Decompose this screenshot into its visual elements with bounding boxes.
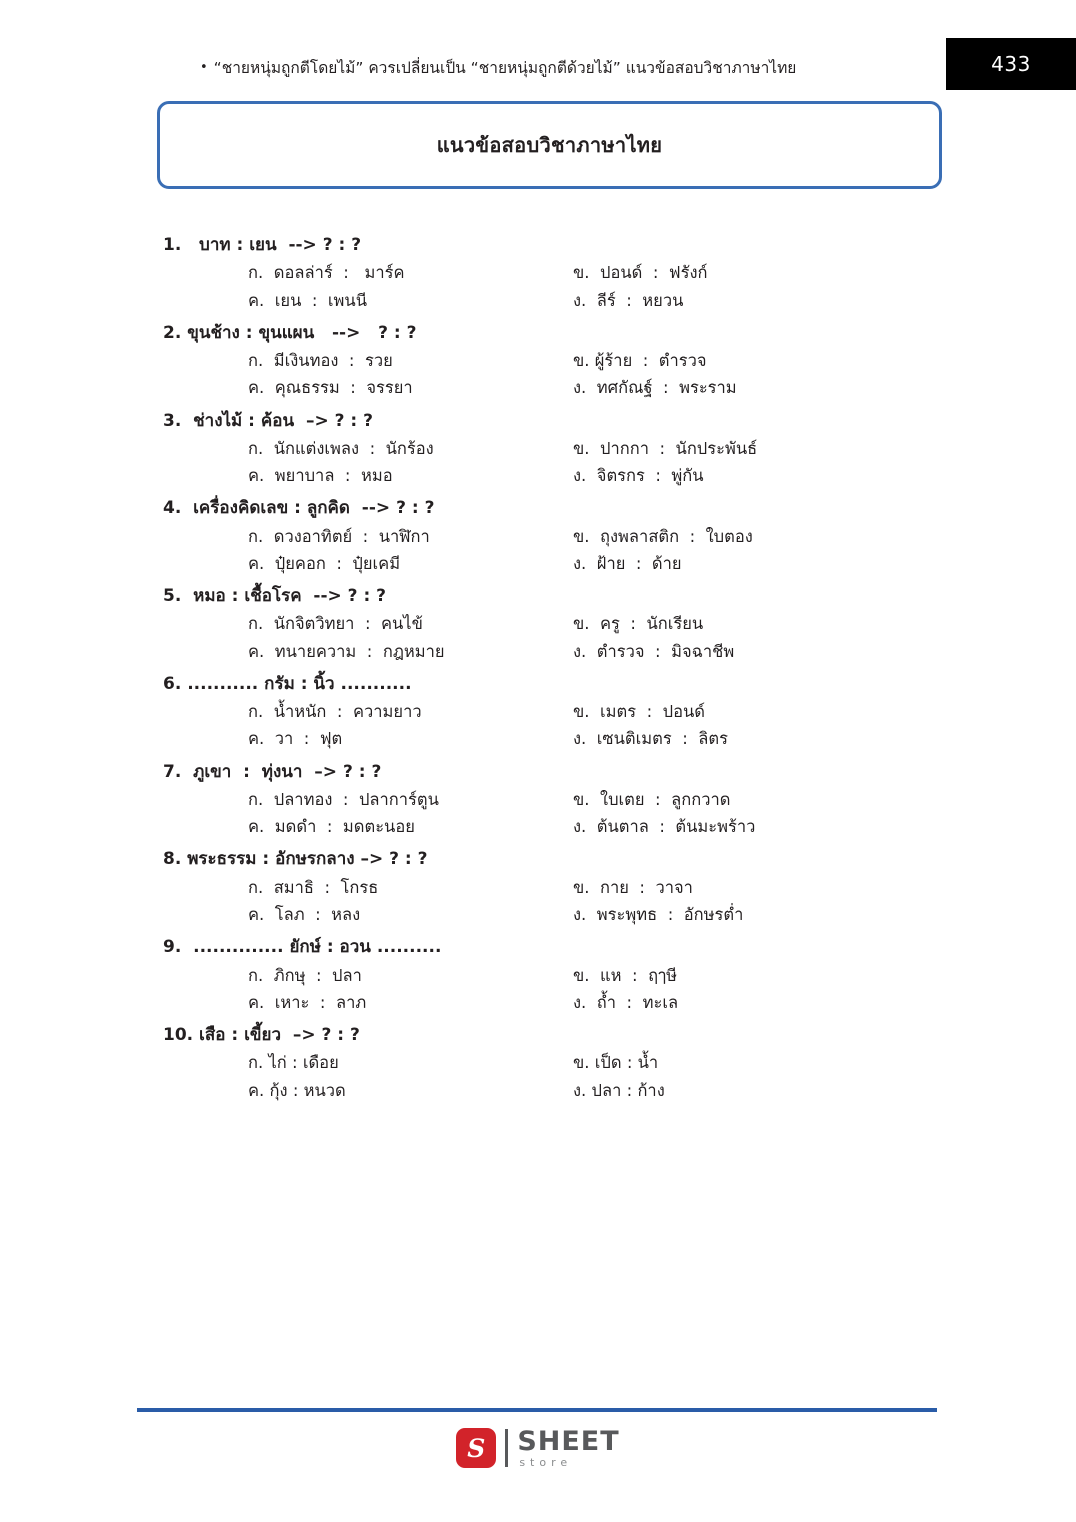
choice-option[interactable]: ข. ใบเตย : ลูกกวาด: [573, 790, 731, 810]
choice-row: [163, 435, 1076, 462]
choice-group: [0, 347, 1076, 401]
choice-option[interactable]: ง. ทศกัณฐ์ : พระราม: [573, 378, 737, 398]
choice-option[interactable]: ง. ปลา : ก้าง: [573, 1080, 665, 1100]
choice-group: [0, 962, 1076, 1016]
question-stem: 10. เสือ : เขี้ยว –> ? : ?: [163, 1025, 360, 1046]
choice-option[interactable]: ข. ครู : นักเรียน: [573, 614, 704, 634]
choice-option[interactable]: ค. คุณธรรม : จรรยา: [248, 378, 413, 398]
question-list: [0, 232, 1076, 1110]
choice-row: [163, 786, 1076, 813]
choice-option[interactable]: ก. ปลาทอง : ปลาการ์ตูน: [248, 790, 439, 810]
choice-option[interactable]: ก. ดวงอาทิตย์ : นาฬิกา: [248, 526, 430, 546]
choice-row: [163, 1077, 1076, 1104]
choice-option[interactable]: ง. ตำรวจ : มิจฉาชีพ: [573, 641, 735, 661]
question-stem: 9. .............. ยักษ์ : อวน ..........: [163, 937, 442, 958]
choice-group: [0, 786, 1076, 840]
question-item: [0, 495, 1076, 577]
choice-option[interactable]: ก. ดอลล่าร์ : มาร์ค: [248, 263, 405, 283]
choice-option[interactable]: ง. ฝ้าย : ด้าย: [573, 553, 682, 573]
header-note-text: “ชายหนุ่มถูกตีโดยไม้” ควรเปลี่ยนเป็น “ชายหนุ่มถูกตีด้วยไม้” แนวข้อสอบวิชาภาษาไทย: [213, 59, 797, 77]
choice-row: [163, 287, 1076, 314]
question-item: [0, 671, 1076, 753]
page-header: [0, 38, 1076, 88]
choice-group: [0, 259, 1076, 313]
choice-option[interactable]: ง. ถ้ำ : ทะเล: [573, 992, 679, 1012]
question-stem: 3. ช่างไม้ : ค้อน –> ? : ?: [163, 410, 373, 431]
question-stem: 1. บาท : เยน --> ? : ?: [163, 235, 362, 255]
choice-row: [163, 550, 1076, 577]
choice-row: [163, 901, 1076, 928]
question-item: [0, 759, 1076, 841]
choice-option[interactable]: ก. สมาธิ : โกรธ: [248, 877, 379, 897]
sheet-store-logo-icon: S: [456, 1428, 496, 1468]
choice-option[interactable]: ค. มดดำ : มดตะนอย: [248, 817, 415, 837]
question-item: [0, 934, 1076, 1016]
question-item: [0, 846, 1076, 928]
choice-group: [0, 1049, 1076, 1103]
question-item: [0, 1022, 1076, 1104]
choice-option[interactable]: ค. กุ้ง : หนวด: [248, 1080, 346, 1100]
choice-option[interactable]: ง. ลีร์ : หยวน: [573, 290, 684, 310]
choice-option[interactable]: ง. ต้นตาล : ต้นมะพร้าว: [573, 817, 756, 837]
choice-row: [163, 1049, 1076, 1076]
logo-subtitle: store: [519, 1456, 573, 1469]
page-title: แนวข้อสอบวิชาภาษาไทย: [436, 133, 663, 157]
choice-row: [163, 638, 1076, 665]
footer-divider: [137, 1408, 937, 1412]
choice-row: [163, 347, 1076, 374]
choice-option[interactable]: ง. พระพุทธ : อักษรต่ำ: [573, 905, 744, 925]
choice-option[interactable]: ง. จิตรกร : พู่กัน: [573, 466, 704, 486]
header-note: [200, 58, 910, 79]
choice-option[interactable]: ก. น้ำหนัก : ความยาว: [248, 702, 422, 722]
choice-option[interactable]: ข. ปอนด์ : ฟรังก์: [573, 263, 708, 283]
question-stem: 2. ขุนช้าง : ขุนแผน --> ? : ?: [163, 322, 417, 343]
choice-row: [163, 874, 1076, 901]
choice-option[interactable]: ค. ทนายความ : กฎหมาย: [248, 641, 445, 661]
choice-row: [163, 698, 1076, 725]
question-stem: 6. ........... กรัม : นิ้ว ...........: [163, 673, 412, 694]
choice-option[interactable]: ง. เซนติเมตร : ลิตร: [573, 729, 728, 749]
choice-option[interactable]: ก. นักแต่งเพลง : นักร้อง: [248, 438, 434, 458]
choice-row: [163, 962, 1076, 989]
footer-logo: [0, 1428, 1076, 1468]
title-box: [157, 101, 942, 189]
choice-option[interactable]: ค. เยน : เพนนี: [248, 290, 367, 310]
choice-group: [0, 610, 1076, 664]
choice-row: [163, 813, 1076, 840]
choice-row: [163, 259, 1076, 286]
question-item: [0, 408, 1076, 490]
question-item: [0, 320, 1076, 402]
choice-option[interactable]: ข. เมตร : ปอนด์: [573, 702, 706, 722]
logo-divider: [505, 1429, 508, 1467]
choice-group: [0, 435, 1076, 489]
choice-option[interactable]: ข. แห : ฤๅษี: [573, 965, 677, 985]
choice-option[interactable]: ข. กาย : วาจา: [573, 877, 693, 897]
choice-option[interactable]: ข. ปากกา : นักประพันธ์: [573, 438, 758, 458]
choice-option[interactable]: ก. ไก่ : เดือย: [248, 1053, 339, 1073]
choice-option[interactable]: ค. วา : ฟุต: [248, 729, 343, 749]
choice-option[interactable]: ค. เหาะ : ลาภ: [248, 992, 367, 1012]
choice-row: [163, 523, 1076, 550]
logo-wordmark: [517, 1428, 619, 1468]
bullet-icon: •: [200, 60, 208, 75]
question-stem: 7. ภูเขา : ทุ่งนา –> ? : ?: [163, 761, 382, 782]
choice-group: [0, 874, 1076, 928]
choice-row: [163, 462, 1076, 489]
choice-option[interactable]: ค. ปุ๋ยคอก : ปุ๋ยเคมี: [248, 553, 401, 573]
question-item: [0, 583, 1076, 665]
question-stem: 4. เครื่องคิดเลข : ลูกคิด --> ? : ?: [163, 498, 435, 519]
choice-row: [163, 374, 1076, 401]
choice-group: [0, 523, 1076, 577]
choice-option[interactable]: ค. โลภ : หลง: [248, 905, 361, 925]
question-stem: 8. พระธรรม : อักษรกลาง –> ? : ?: [163, 849, 428, 870]
question-item: [0, 232, 1076, 314]
choice-row: [163, 610, 1076, 637]
choice-option[interactable]: ข. เป็ด : น้ำ: [573, 1053, 659, 1073]
choice-option[interactable]: ข. ถุงพลาสติก : ใบตอง: [573, 526, 753, 546]
choice-option[interactable]: ก. นักจิตวิทยา : คนไข้: [248, 614, 423, 634]
choice-option[interactable]: ก. ภิกษุ : ปลา: [248, 965, 362, 985]
choice-row: [163, 725, 1076, 752]
page-number: 433: [946, 38, 1076, 90]
choice-group: [0, 698, 1076, 752]
choice-option[interactable]: ข. ผู้ร้าย : ตำรวจ: [573, 351, 707, 371]
question-stem: 5. หมอ : เชื้อโรค --> ? : ?: [163, 586, 387, 607]
choice-option[interactable]: ก. มีเงินทอง : รวย: [248, 351, 393, 371]
choice-option[interactable]: ค. พยาบาล : หมอ: [248, 466, 393, 486]
choice-row: [163, 989, 1076, 1016]
logo-name: SHEET: [517, 1426, 620, 1457]
